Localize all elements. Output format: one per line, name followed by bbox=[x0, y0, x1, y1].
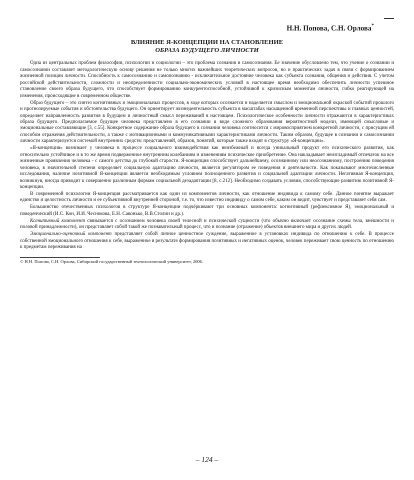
article-body bbox=[20, 61, 394, 251]
authors-text: Н.Н. Попова, С.Н. Орлова bbox=[286, 24, 372, 33]
page-number: – 124 – bbox=[195, 455, 219, 464]
paragraph: Эмоционально-оценочный компонент представляет собой личное ценностное суждение, выраженное в установках индивида по отношению к себе. В процессе собственной эмоционального отношения к себе, выраженное в результате формирования позитивных и негативных оценок, человек переживает свою ценность по отношению к предметам переживания на bbox=[20, 232, 394, 251]
paragraph: «Я-концепция» возникает у человека в процессе социального взаимодействия как неизбежный и всегда уникальный продукт его психического развития, как относительно устойчивое и в то же время подверженное внутренним колебаниям и изменениям психическое приобретение. Она накладывает неизгладимый отпечаток на все жизненные проявления человека - с самого детства до глубокой старости. Я-концепция способствует дальнейшему, осознанному или неосознанному, построению поведения человека, в значительной степени определяет социальную адаптацию личности, является регулятором ее поведения и деятельности. Как показывают многочисленные исследования, наличие позитивной Я-концепции является необходимым условием полноценного развития и социальной адаптации личности. Негативная Я-концепция, возникнув, иногда приводит к совершенно различным формам социальной дезадаптации [8, с.212]. Необходимо создавать условия, способствующие развитию позитивной Я-концепции. bbox=[20, 146, 394, 190]
paragraph-lead-term: Когнитивный компонент bbox=[30, 218, 85, 224]
footnote-mark: * bbox=[371, 24, 374, 29]
article-title: ВЛИЯНИЕ Я-КОНЦЕПЦИИ НА СТАНОВЛЕНИЕ bbox=[130, 39, 284, 47]
paragraph: В современной психологии Я-концепция рассматривается как один из компонентов личности, как отношение индивида к самому себе. Данное понятие выражает единство и целостность личности и ее субъективной внутренней стороной, т.е. то, что известно индивиду о самом себе, каким он видит, чувствует и представляет себя сам. bbox=[20, 191, 394, 204]
paragraph: Образ будущего – это синтез когнитивных и эмоциональных процессов, в ходе которых осознается и наделяется смыслом и эмоциональной окраской событий прошлого и прогнозируемые события и обстоятельства будущего. Он ориентирует жизнедеятельность субъекта в масштабах насыщенной временной перспективы и главных ценностей, определяет направленность развития в будущем и личностный смысл переживаний в настоящем. Психологическое особенности личности отражаются в характеристиках образа будущего. Предполагаемое будущее человека представлено в его сознании в виде сложного образования вероятностной модели, имеющей смысловые и эмоциональные составляющие [3, с.55]. Конкретное содержание образа будущего в сознании человека соотносится с мировосприятием конкретной личности, с присущим ей способом отражения действительности, а также с мотивационными и коммуникативными характеристиками личности. Таким образом, будущее в сознании и самосознании личности характеризуется системой внутренних средств: представлений, образов, понятий, которые также входят в структуру «Я-концепции». bbox=[20, 100, 394, 145]
paragraph: Когнитивный компонент связывается с осознанием человека своей телесной и психической сущности (что обычно включает осознание схемы тела, внешности и половой принадлежности), он представляет собой такой же познавательный процесс, что и познание (отражение) объектов внешнего мира и других людей. bbox=[20, 218, 394, 231]
footnote-separator bbox=[20, 257, 100, 258]
article-subtitle: ОБРАЗА БУДУЩЕГО ЛИЧНОСТИ bbox=[155, 47, 259, 55]
footnote: © Н.Н. Попова, С.Н. Орлова, Сибирский государственный технологический университет, 2006. bbox=[20, 258, 204, 264]
authors-line bbox=[20, 22, 374, 33]
paragraph-lead-term: Эмоционально-оценочный компонент bbox=[30, 232, 112, 238]
paragraph: Большинство отечественных психологов в структуре Я-концепции подчёркивают три основных компонента: когнитивный (рефлексивное Я), эмоциональный и поведенческий (И.С. Кон, И.И. Чеснокова, Е.Н. Савонько, В.В.Столин и др.). bbox=[20, 205, 394, 217]
paragraph: Одна из центральных проблем философии, психологии и социологии – это проблема сознания и самосознания. Ее значение обусловлено тем, что учение о сознании и самосознании составляет методологическую основу решения не только многих важнейших теоретических вопросов, но и практических задач в связи с формированием жизненной позиции личности. Способность к самосознанию и самопознанию - исключительное достояние человека как субъекта сознания, общения и действия. С учетом российской действительности, сложности и неопределенности социально-экономических условий в настоящее время необходимо обеспечить личности успешное становление своего образа будущего, что способствует формированию конкурентоспособной, устойчивой к кризисным моментам личности, гибко реагирующей на изменения, происходящие в современном обществе. bbox=[20, 61, 394, 99]
header-rule bbox=[384, 18, 394, 19]
